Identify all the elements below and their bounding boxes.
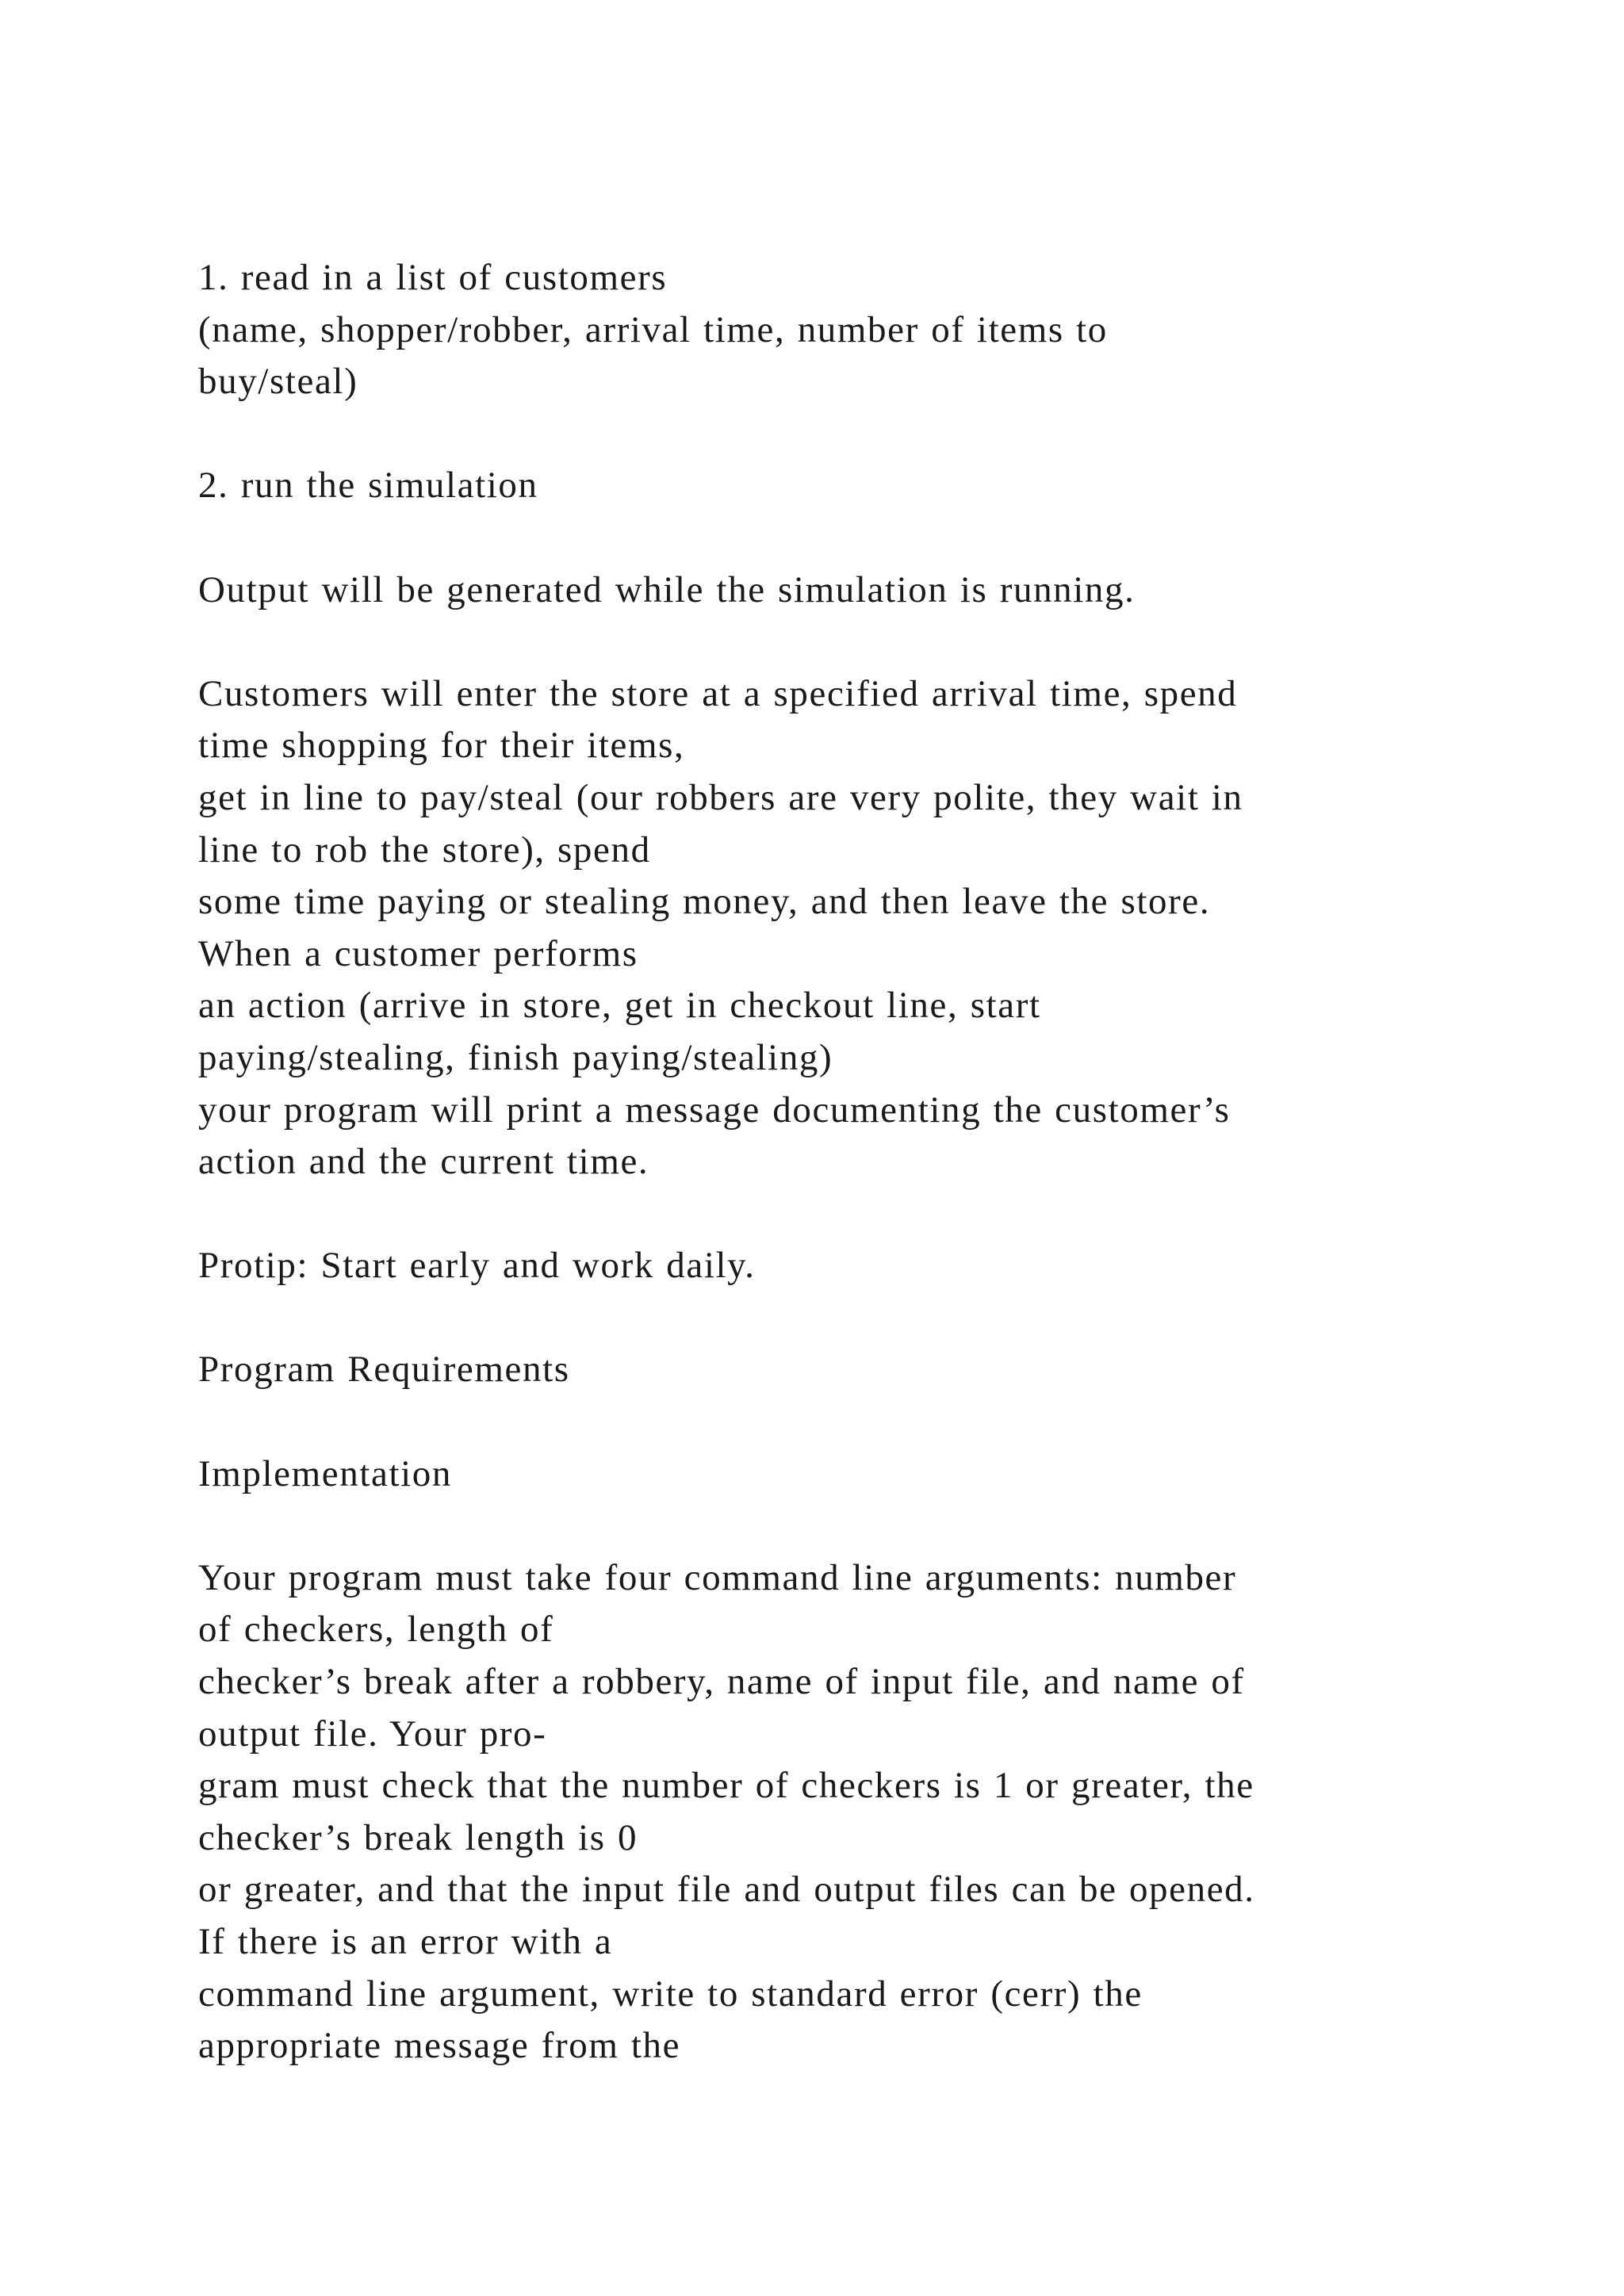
blank-line <box>198 512 1507 564</box>
text-line: Your program must take four command line arguments: number <box>198 1556 1237 1598</box>
section-heading: Implementation <box>198 1452 452 1494</box>
text-line: get in line to pay/steal (our robbers are very polite, they wait in <box>198 776 1243 818</box>
text-line: line to rob the store), spend <box>198 828 651 871</box>
text-line: Customers will enter the store at a specified arrival time, spend <box>198 672 1238 714</box>
text-line: When a customer performs <box>198 932 638 974</box>
section-heading: Program Requirements <box>198 1349 570 1391</box>
text-line: your program will print a message documenting the customer’s <box>198 1089 1231 1131</box>
text-line: command line argument, write to standard error (cerr) the <box>198 1973 1143 2015</box>
text-line: 2. run the simulation <box>198 465 538 507</box>
text-line: buy/steal) <box>198 361 358 403</box>
text-line: 1. read in a list of customers <box>198 257 668 298</box>
text-line: some time paying or stealing money, and then leave the store. <box>198 881 1211 923</box>
blank-line <box>198 1188 1507 1241</box>
blank-line <box>198 616 1507 668</box>
text-line: gram must check that the number of checkers is 1 or greater, the <box>198 1765 1254 1807</box>
blank-line <box>198 1292 1507 1345</box>
blank-line <box>198 1396 1507 1448</box>
text-line: of checkers, length of <box>198 1609 554 1651</box>
text-line: time shopping for their items, <box>198 725 685 767</box>
text-line: checker’s break after a robbery, name of input file, and name of <box>198 1661 1245 1703</box>
text-line: Protip: Start early and work daily. <box>198 1245 756 1287</box>
text-line: appropriate message from the <box>198 2025 681 2067</box>
text-line: or greater, and that the input file and output files can be opened. <box>198 1869 1255 1911</box>
text-line: action and the current time. <box>198 1141 649 1183</box>
blank-line <box>198 1500 1507 1552</box>
text-line: Output will be generated while the simulation is running. <box>198 568 1136 610</box>
blank-line <box>198 408 1507 461</box>
text-line: (name, shopper/robber, arrival time, number of items to <box>198 308 1108 350</box>
text-line: If there is an error with a <box>198 1921 613 1962</box>
text-line: paying/stealing, finish paying/stealing) <box>198 1036 833 1078</box>
document-body <box>198 252 1507 2072</box>
text-line: checker’s break length is 0 <box>198 1816 638 1858</box>
text-line: an action (arrive in store, get in checkout line, start <box>198 985 1041 1027</box>
text-line: output file. Your pro- <box>198 1712 547 1755</box>
